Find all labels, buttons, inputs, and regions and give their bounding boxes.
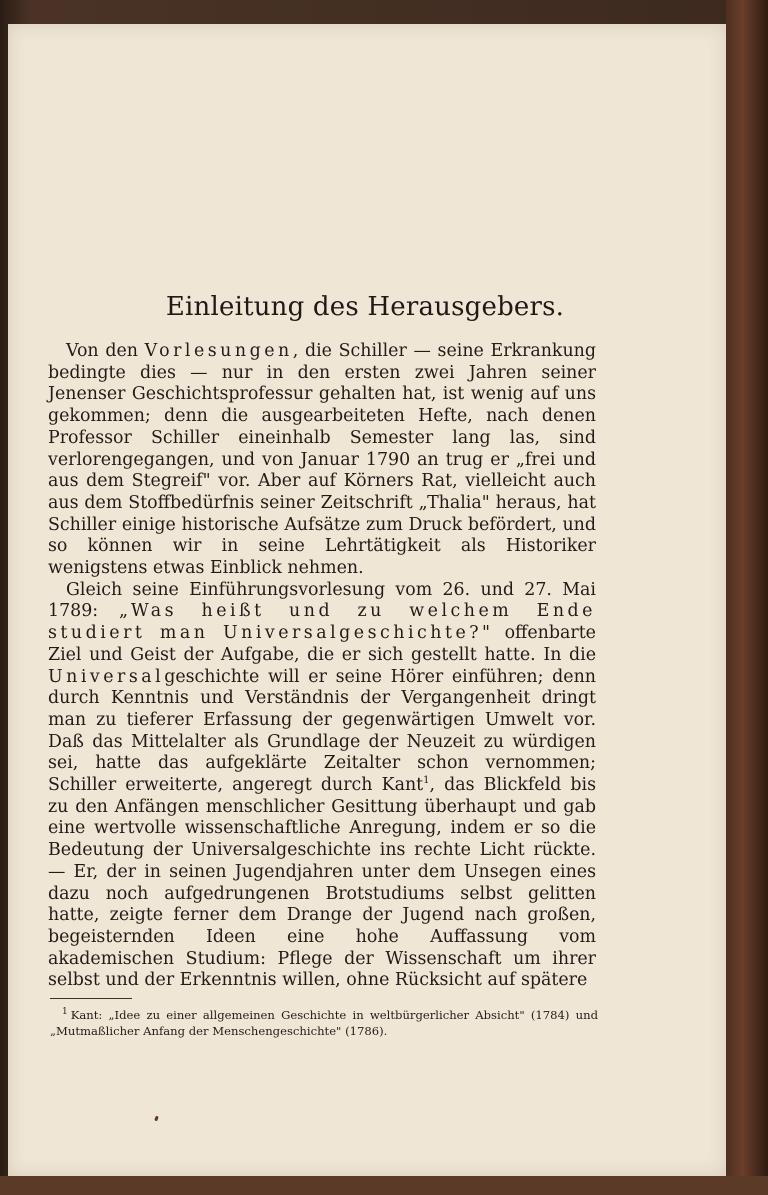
paragraph-2-emphasis: Universal xyxy=(48,666,165,687)
paragraph-2-text-b: offenbarte Ziel und Geist der Aufgabe, die er sich gestellt hatte. In die xyxy=(48,623,596,665)
body-text xyxy=(48,341,596,992)
footnote-text: Kant: „Idee zu einer allgemeinen Geschichte in weltbürgerlicher Absicht" (1784) und „Mutmaßlicher Anfang der Menschengeschichte" (1786). xyxy=(50,1008,598,1038)
footnote-rule xyxy=(50,998,132,999)
paragraph-2 xyxy=(48,580,596,992)
footnote-reference[interactable]: 1 xyxy=(423,775,430,787)
paragraph-2-text-d: , das Blickfeld bis zu den Anfängen menschlicher Gesittung überhaupt und gab eine wertvolle wissenschaftliche Anregung, indem er so die Bedeutung der Universalgeschichte ins rechte Licht rückte. — Er, der in seinen Jugendjahren unter dem Unsegen eines dazu noch aufgedrungenen Brotstudiums selbst gelitten hatte, zeigte ferner dem Drange der Jugend nach großen, begeisternden Ideen eine hohe Auffassung vom akademischen Studium: Pflege der Wissenschaft um ihrer selbst und der Erkenntnis willen, ohne Rücksicht auf spätere xyxy=(48,775,597,991)
paragraph-1-emphasis: Vorlesungen xyxy=(144,341,293,361)
footnote-mark: 1 xyxy=(62,1007,68,1018)
chapter-heading: Einleitung des Herausgebers. xyxy=(165,292,565,322)
book-edge-bottom xyxy=(0,1176,768,1195)
paragraph-1 xyxy=(48,341,596,580)
paragraph-2-text-a: Gleich seine Einführungsvorlesung vom 26. und 27. Mai 1789: xyxy=(48,579,596,622)
paragraph-2-text-c: geschichte will er seine Hörer einführen; denn durch Kenntnis und Verständnis der Vergangenheit dringt man zu tieferer Erfassung der gegenwärtigen Umwelt vor. Daß das Mittelalter als Grundlage der Neuzeit zu würdigen sei, hatte das aufgeklärte Zeitalter schon vernommen; Schiller erweiterte, angeregt durch Kant xyxy=(48,666,596,796)
lecture-title: „Was heißt und zu welchem Ende studiert man Universalgeschichte?" xyxy=(48,601,596,644)
paragraph-1-text-b: , die Schiller — seine Erkrankung bedingte dies — nur in den ersten zwei Jahren seiner Jenenser Geschichtsprofessur gehalten hat, ist wenig auf uns gekommen; denn die ausgearbeiteten Hefte, nach denen Professor Schiller eineinhalb Semester lang las, sind verlorengegangen, und von Januar 1790 an trug er „frei und aus dem Stegreif" vor. Aber auf Körners Rat, vielleicht auch aus dem Stoffbedürfnis seiner Zeitschrift „Thalia" heraus, hat Schiller einige historische Aufsätze zum Druck befördert, und so können wir in seine Lehrtätigkeit als Historiker wenigstens etwas Einblick nehmen. xyxy=(48,341,597,579)
book-edge-right xyxy=(726,0,768,1195)
paragraph-1-text-a: Von den xyxy=(66,341,145,361)
footnote xyxy=(50,1007,598,1039)
